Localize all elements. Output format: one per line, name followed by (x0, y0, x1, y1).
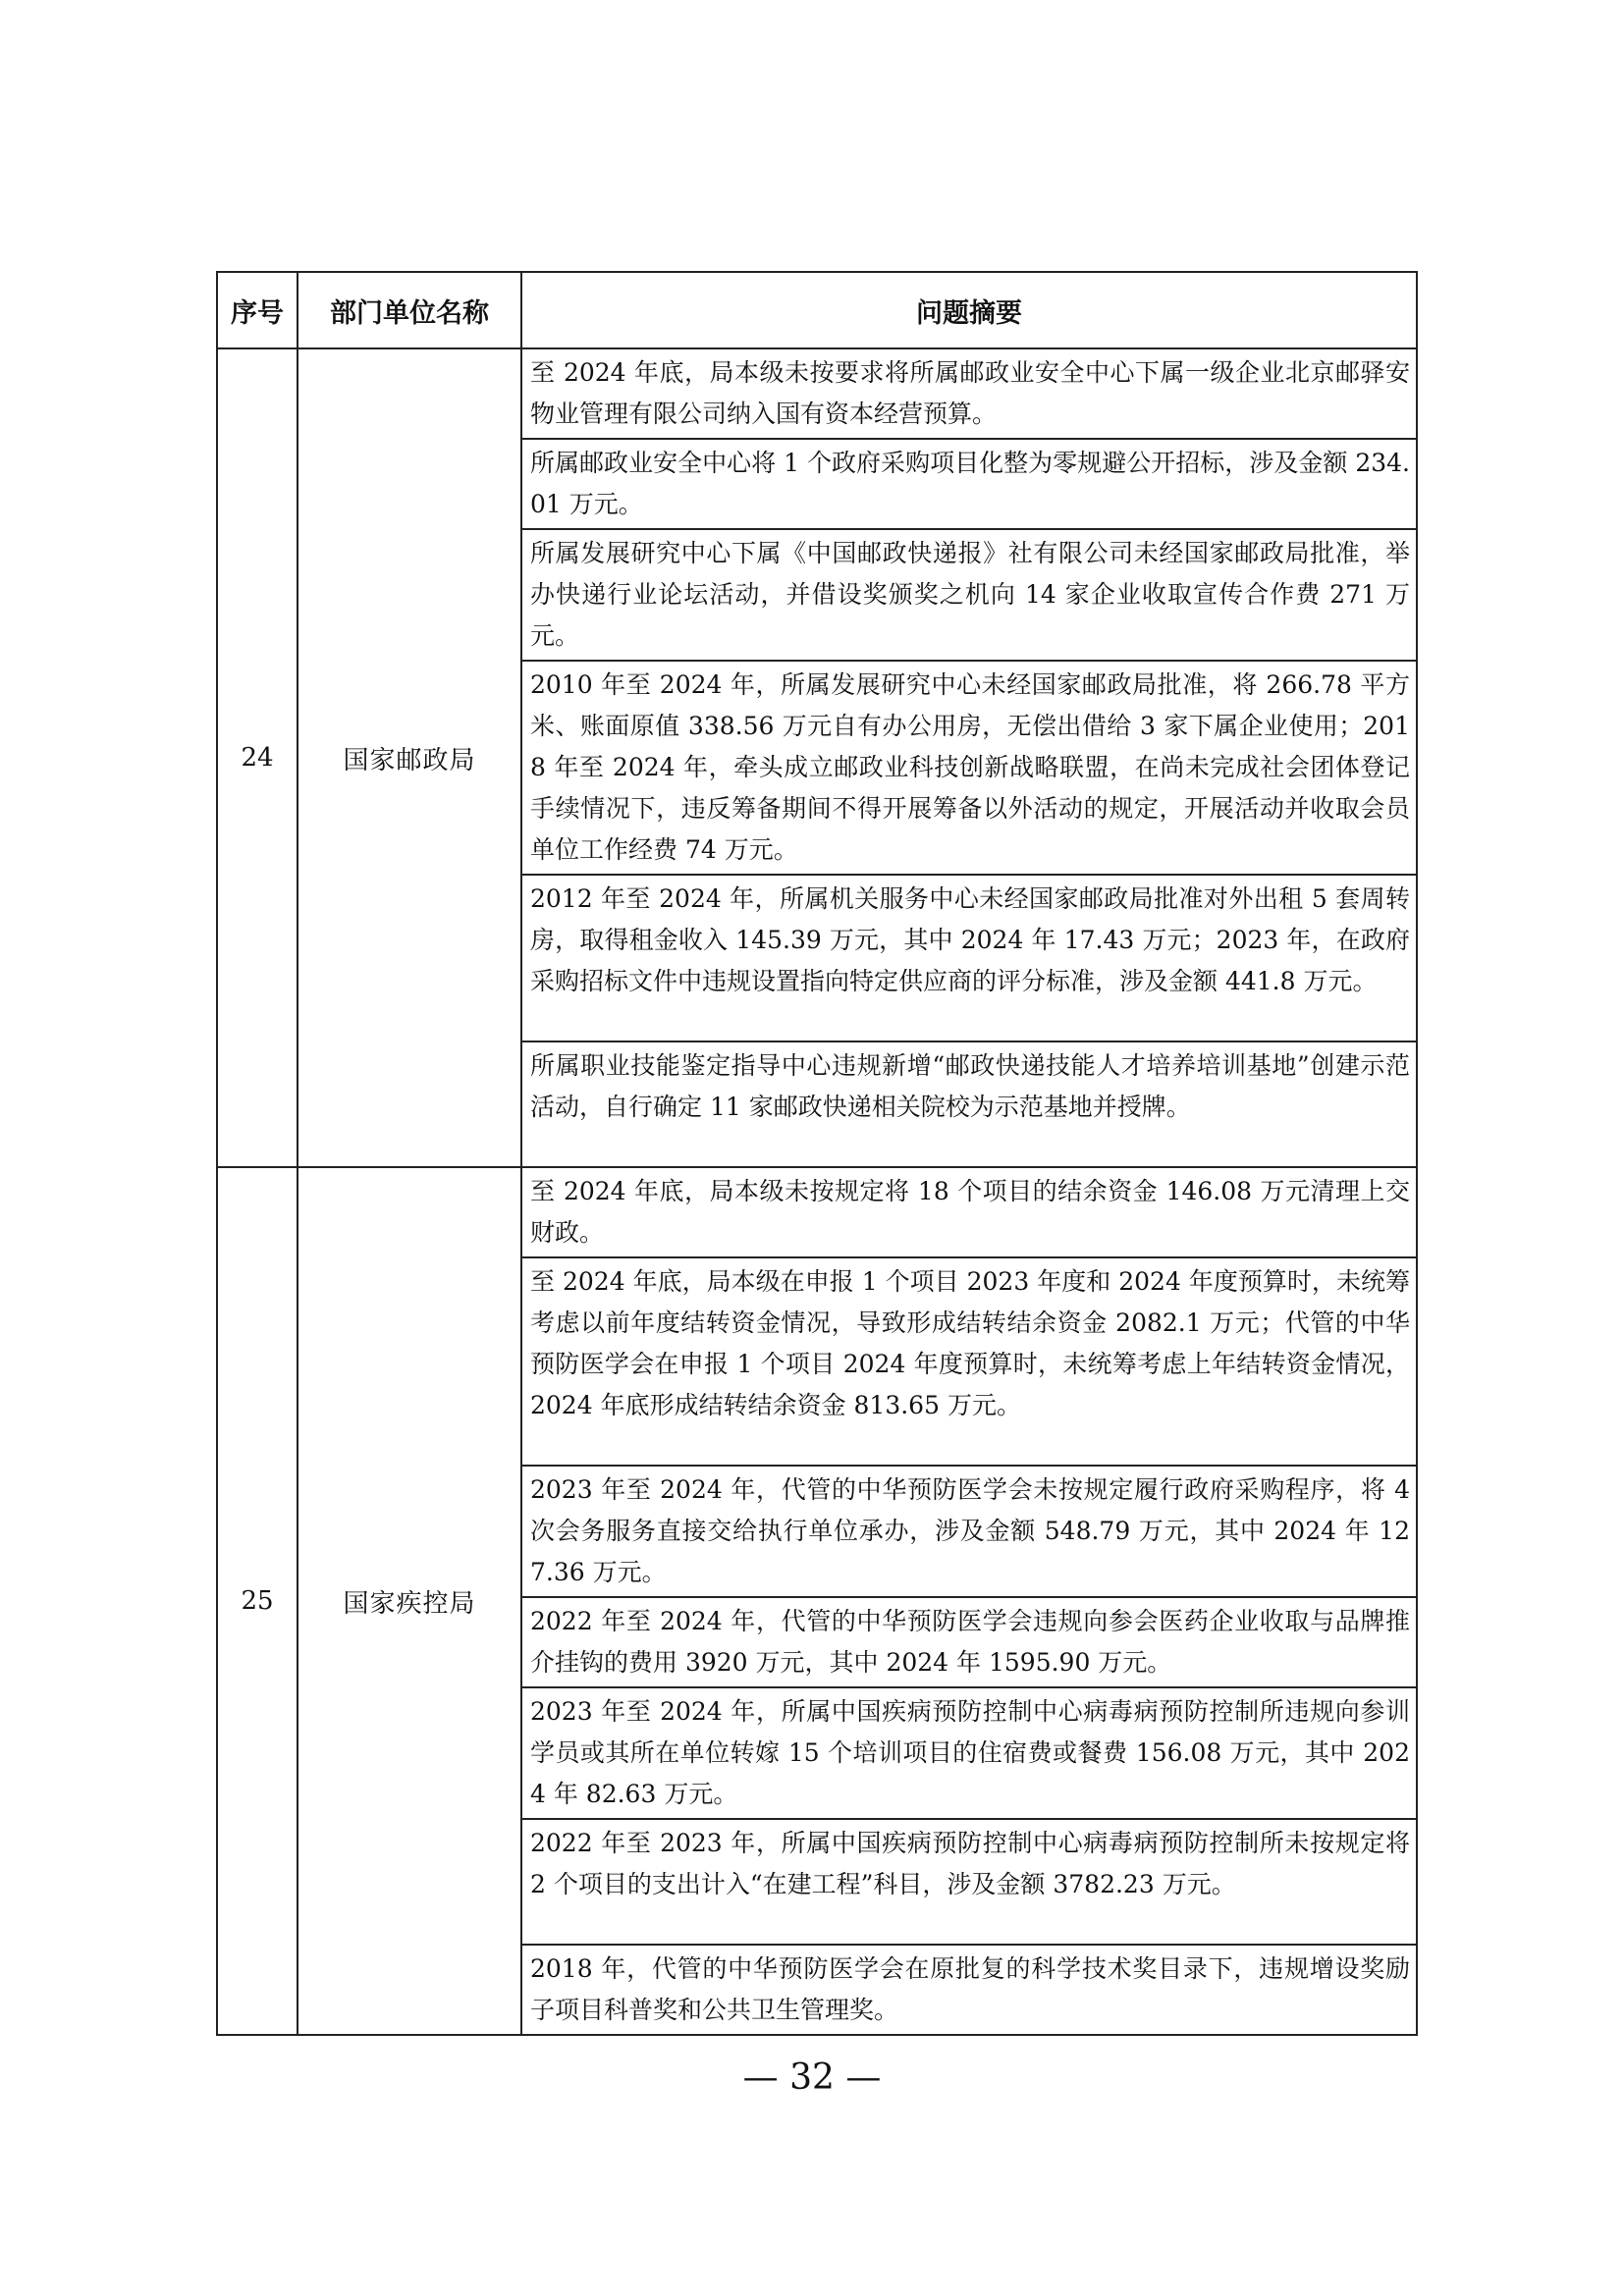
table-body (217, 348, 1417, 2035)
page-number: — 32 — (742, 2057, 882, 2098)
issue-summary-cell: 2022 年至 2023 年，所属中国疾病预防控制中心病毒病预防控制所未按规定将 2 个项目的支出计入“在建工程”科目，涉及金额 3782.23 万元。 (521, 1819, 1417, 1945)
issue-summary-cell: 2018 年，代管的中华预防医学会在原批复的科学技术奖目录下，违规增设奖励子项目科普奖和公共卫生管理奖。 (521, 1945, 1417, 2035)
issue-summary-cell: 所属发展研究中心下属《中国邮政快递报》社有限公司未经国家邮政局批准，举办快递行业论坛活动，并借设奖颁奖之机向 14 家企业收取宣传合作费 271 万元。 (521, 529, 1417, 661)
issue-summary-cell: 2023 年至 2024 年，代管的中华预防医学会未按规定履行政府采购程序，将 4 次会务服务直接交给执行单位承办，涉及金额 548.79 万元，其中 2024 年 127.36 万元。 (521, 1466, 1417, 1597)
issue-summary-cell: 2012 年至 2024 年，所属机关服务中心未经国家邮政局批准对外出租 5 套周转房，取得租金收入 145.39 万元，其中 2024 年 17.43 万元；2023 年，在政府采购招标文件中违规设置指向特定供应商的评分标准，涉及金额 441.8 万元。 (521, 875, 1417, 1041)
issue-summary-cell: 至 2024 年底，局本级在申报 1 个项目 2023 年度和 2024 年度预算时，未统筹考虑以前年度结转资金情况，导致形成结转结余资金 2082.1 万元；代管的中华预防医学会在申报 1 个项目 2024 年度预算时，未统筹考虑上年结转资金情况，2024 年底形成结转结余资金 813.65 万元。 (521, 1257, 1417, 1466)
table-row (217, 348, 1417, 439)
issue-summary-cell: 至 2024 年底，局本级未按规定将 18 个项目的结余资金 146.08 万元清理上交财政。 (521, 1167, 1417, 1257)
table-row (217, 1167, 1417, 1257)
issue-summary-cell: 2023 年至 2024 年，所属中国疾病预防控制中心病毒病预防控制所违规向参训学员或其所在单位转嫁 15 个培训项目的住宿费或餐费 156.08 万元，其中 2024 年 82.63 万元。 (521, 1687, 1417, 1819)
audit-issues-table (216, 271, 1418, 2036)
department-name: 国家邮政局 (298, 348, 521, 1167)
header-dept: 部门单位名称 (298, 272, 521, 348)
issue-summary-cell: 所属邮政业安全中心将 1 个政府采购项目化整为零规避公开招标，涉及金额 234.01 万元。 (521, 439, 1417, 529)
row-seq-number: 24 (217, 348, 298, 1167)
table-header-row (217, 272, 1417, 348)
row-seq-number: 25 (217, 1167, 298, 2035)
header-seq: 序号 (217, 272, 298, 348)
issue-summary-cell: 至 2024 年底，局本级未按要求将所属邮政业安全中心下属一级企业北京邮驿安物业管理有限公司纳入国有资本经营预算。 (521, 348, 1417, 439)
department-name: 国家疾控局 (298, 1167, 521, 2035)
header-summary: 问题摘要 (521, 272, 1417, 348)
issue-summary-cell: 2010 年至 2024 年，所属发展研究中心未经国家邮政局批准，将 266.78 平方米、账面原值 338.56 万元自有办公用房，无偿出借给 3 家下属企业使用；2018 年至 2024 年，牵头成立邮政业科技创新战略联盟，在尚未完成社会团体登记手续情况下，违反筹备期间不得开展筹备以外活动的规定，开展活动并收取会员单位工作经费 74 万元。 (521, 661, 1417, 875)
issue-summary-cell: 2022 年至 2024 年，代管的中华预防医学会违规向参会医药企业收取与品牌推介挂钩的费用 3920 万元，其中 2024 年 1595.90 万元。 (521, 1597, 1417, 1687)
issue-summary-cell: 所属职业技能鉴定指导中心违规新增“邮政快递技能人才培养培训基地”创建示范活动，自行确定 11 家邮政快递相关院校为示范基地并授牌。 (521, 1041, 1417, 1167)
